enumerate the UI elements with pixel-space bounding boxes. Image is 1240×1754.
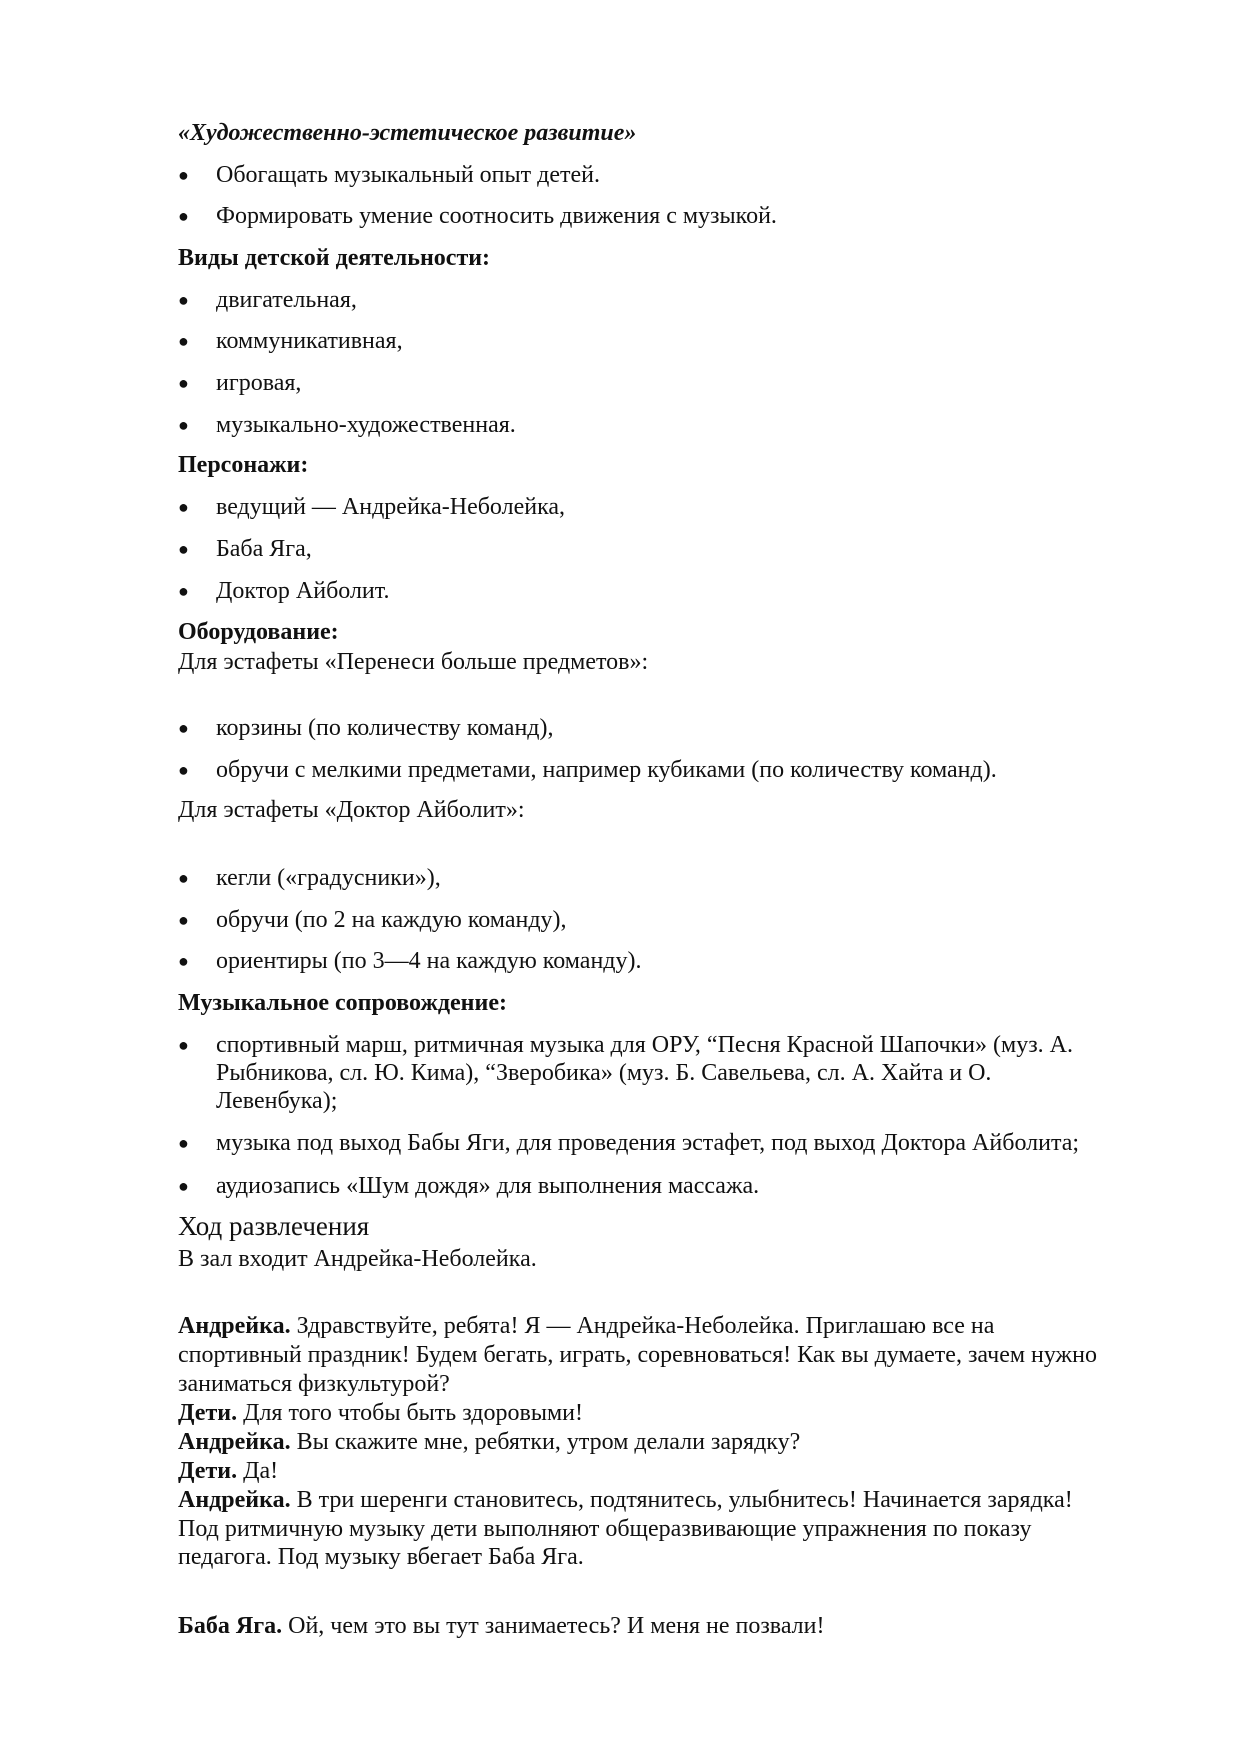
- bullet-icon: ●: [178, 165, 189, 185]
- activities-heading: Виды детской деятельности:: [178, 245, 491, 271]
- bullet-icon: ●: [178, 868, 189, 888]
- relay2-label: Для эстафеты «Доктор Айболит»:: [178, 797, 525, 823]
- dialogue-line: Баба Яга. Ой, чем это вы тут занимаетесь? И меня не позвали!: [178, 1613, 825, 1639]
- equipment-heading: Оборудование:: [178, 619, 339, 645]
- stage-direction: педагога. Под музыку вбегает Баба Яга.: [178, 1544, 584, 1570]
- dialogue-line: Дети. Для того чтобы быть здоровыми!: [178, 1400, 583, 1426]
- bullet-icon: ●: [178, 951, 189, 971]
- bullet-icon: ●: [178, 206, 189, 226]
- dialogue-line: спортивный праздник! Будем бегать, играть, соревноваться! Как вы думаете, зачем нужно: [178, 1342, 1097, 1368]
- bullet-icon: ●: [178, 373, 189, 393]
- dialogue-line: Андрейка. В три шеренги становитесь, подтянитесь, улыбнитесь! Начинается зарядка!: [178, 1487, 1073, 1513]
- stage-direction: Под ритмичную музыку дети выполняют общеразвивающие упражнения по показу: [178, 1516, 1032, 1542]
- bullet-icon: ●: [178, 760, 189, 780]
- dialogue-line: Дети. Да!: [178, 1458, 279, 1484]
- bullet-icon: ●: [178, 718, 189, 738]
- bullet-icon: ●: [178, 539, 189, 559]
- section-title: «Художественно-эстетическое развитие»: [178, 120, 637, 146]
- bullet-icon: ●: [178, 910, 189, 930]
- music-heading: Музыкальное сопровождение:: [178, 990, 507, 1016]
- dialogue-line: Андрейка. Здравствуйте, ребята! Я — Андрейка-Неболейка. Приглашаю все на: [178, 1313, 995, 1339]
- bullet-icon: ●: [178, 1133, 189, 1153]
- dialogue-line: Андрейка. Вы скажите мне, ребятки, утром делали зарядку?: [178, 1429, 801, 1455]
- relay1-label: Для эстафеты «Перенеси больше предметов»:: [178, 649, 649, 675]
- dialogue-line: заниматься физкультурой?: [178, 1371, 450, 1397]
- bullet-icon: ●: [178, 581, 189, 601]
- bullet-icon: ●: [178, 290, 189, 310]
- bullet-icon: ●: [178, 497, 189, 517]
- course-intro: В зал входит Андрейка-Неболейка.: [178, 1246, 537, 1272]
- bullet-icon: ●: [178, 415, 189, 435]
- characters-heading: Персонажи:: [178, 452, 309, 478]
- course-heading: Ход развлечения: [178, 1211, 370, 1241]
- bullet-icon: ●: [178, 1035, 189, 1055]
- bullet-icon: ●: [178, 331, 189, 351]
- bullet-icon: ●: [178, 1176, 189, 1196]
